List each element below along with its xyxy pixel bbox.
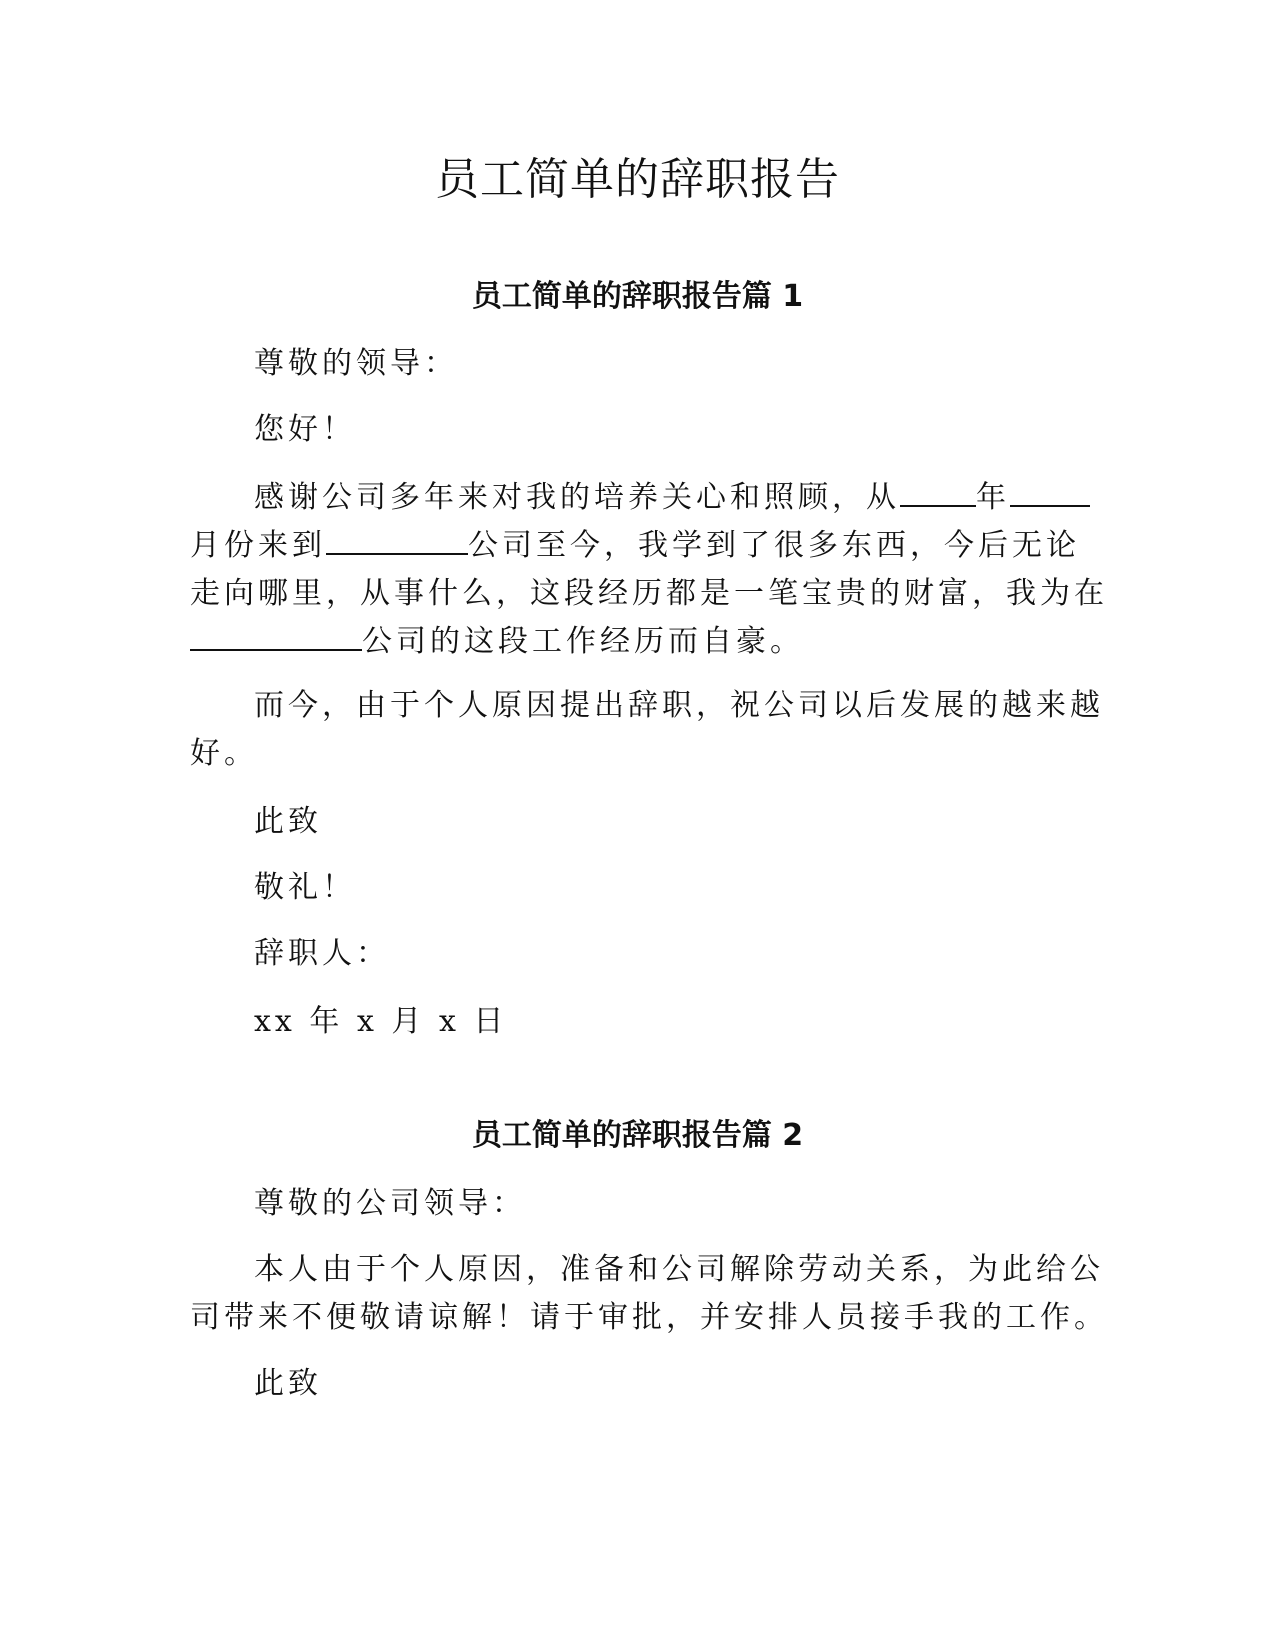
regards: 敬礼！ <box>254 870 356 905</box>
body-text: 司带来不便敬请谅解！请于审批，并安排人员接手我的工作。 <box>190 1300 1108 1335</box>
body-text: 本人由于个人原因，准备和公司解除劳动关系，为此给公 <box>254 1252 1104 1287</box>
section-2-heading: 员工简单的辞职报告篇 2 <box>471 1118 804 1153</box>
salutation: 尊敬的公司领导： <box>254 1186 526 1221</box>
date-day-unit: 日 <box>473 1004 508 1039</box>
resigner-label: 辞职人： <box>254 936 390 971</box>
blank-line-company <box>190 619 362 651</box>
body-text: 公司至今，我学到了很多东西，今后无论 <box>468 528 1080 563</box>
wish-text: 好。 <box>190 736 258 771</box>
blank-line-company <box>326 523 468 555</box>
wish-paragraph <box>190 682 1104 778</box>
date-month: x <box>356 1004 378 1039</box>
closing: 此致 <box>254 804 322 839</box>
date-month-unit: 月 <box>391 1004 426 1039</box>
body-paragraph <box>190 1246 1108 1342</box>
date-day: x <box>438 1004 460 1039</box>
closing: 此致 <box>254 1366 322 1401</box>
body-text: 月份来到 <box>190 528 326 563</box>
date-year: xx <box>254 1004 296 1039</box>
date-line <box>190 998 1090 1046</box>
section-1-heading: 员工简单的辞职报告篇 1 <box>471 279 804 314</box>
body-paragraph <box>190 474 1108 666</box>
date-year-unit: 年 <box>309 1004 344 1039</box>
greeting: 您好！ <box>254 412 356 447</box>
body-text: 走向哪里，从事什么，这段经历都是一笔宝贵的财富，我为在 <box>190 576 1108 611</box>
blank-line-year <box>900 475 976 507</box>
wish-text: 而今，由于个人原因提出辞职，祝公司以后发展的越来越 <box>254 688 1104 723</box>
body-text: 公司的这段工作经历而自豪。 <box>362 624 804 659</box>
salutation: 尊敬的领导： <box>254 346 458 381</box>
body-text: 感谢公司多年来对我的培养关心和照顾，从 <box>254 480 900 515</box>
blank-line-month <box>1010 475 1090 507</box>
document-title: 员工简单的辞职报告 <box>435 154 840 205</box>
body-text: 年 <box>976 480 1010 515</box>
